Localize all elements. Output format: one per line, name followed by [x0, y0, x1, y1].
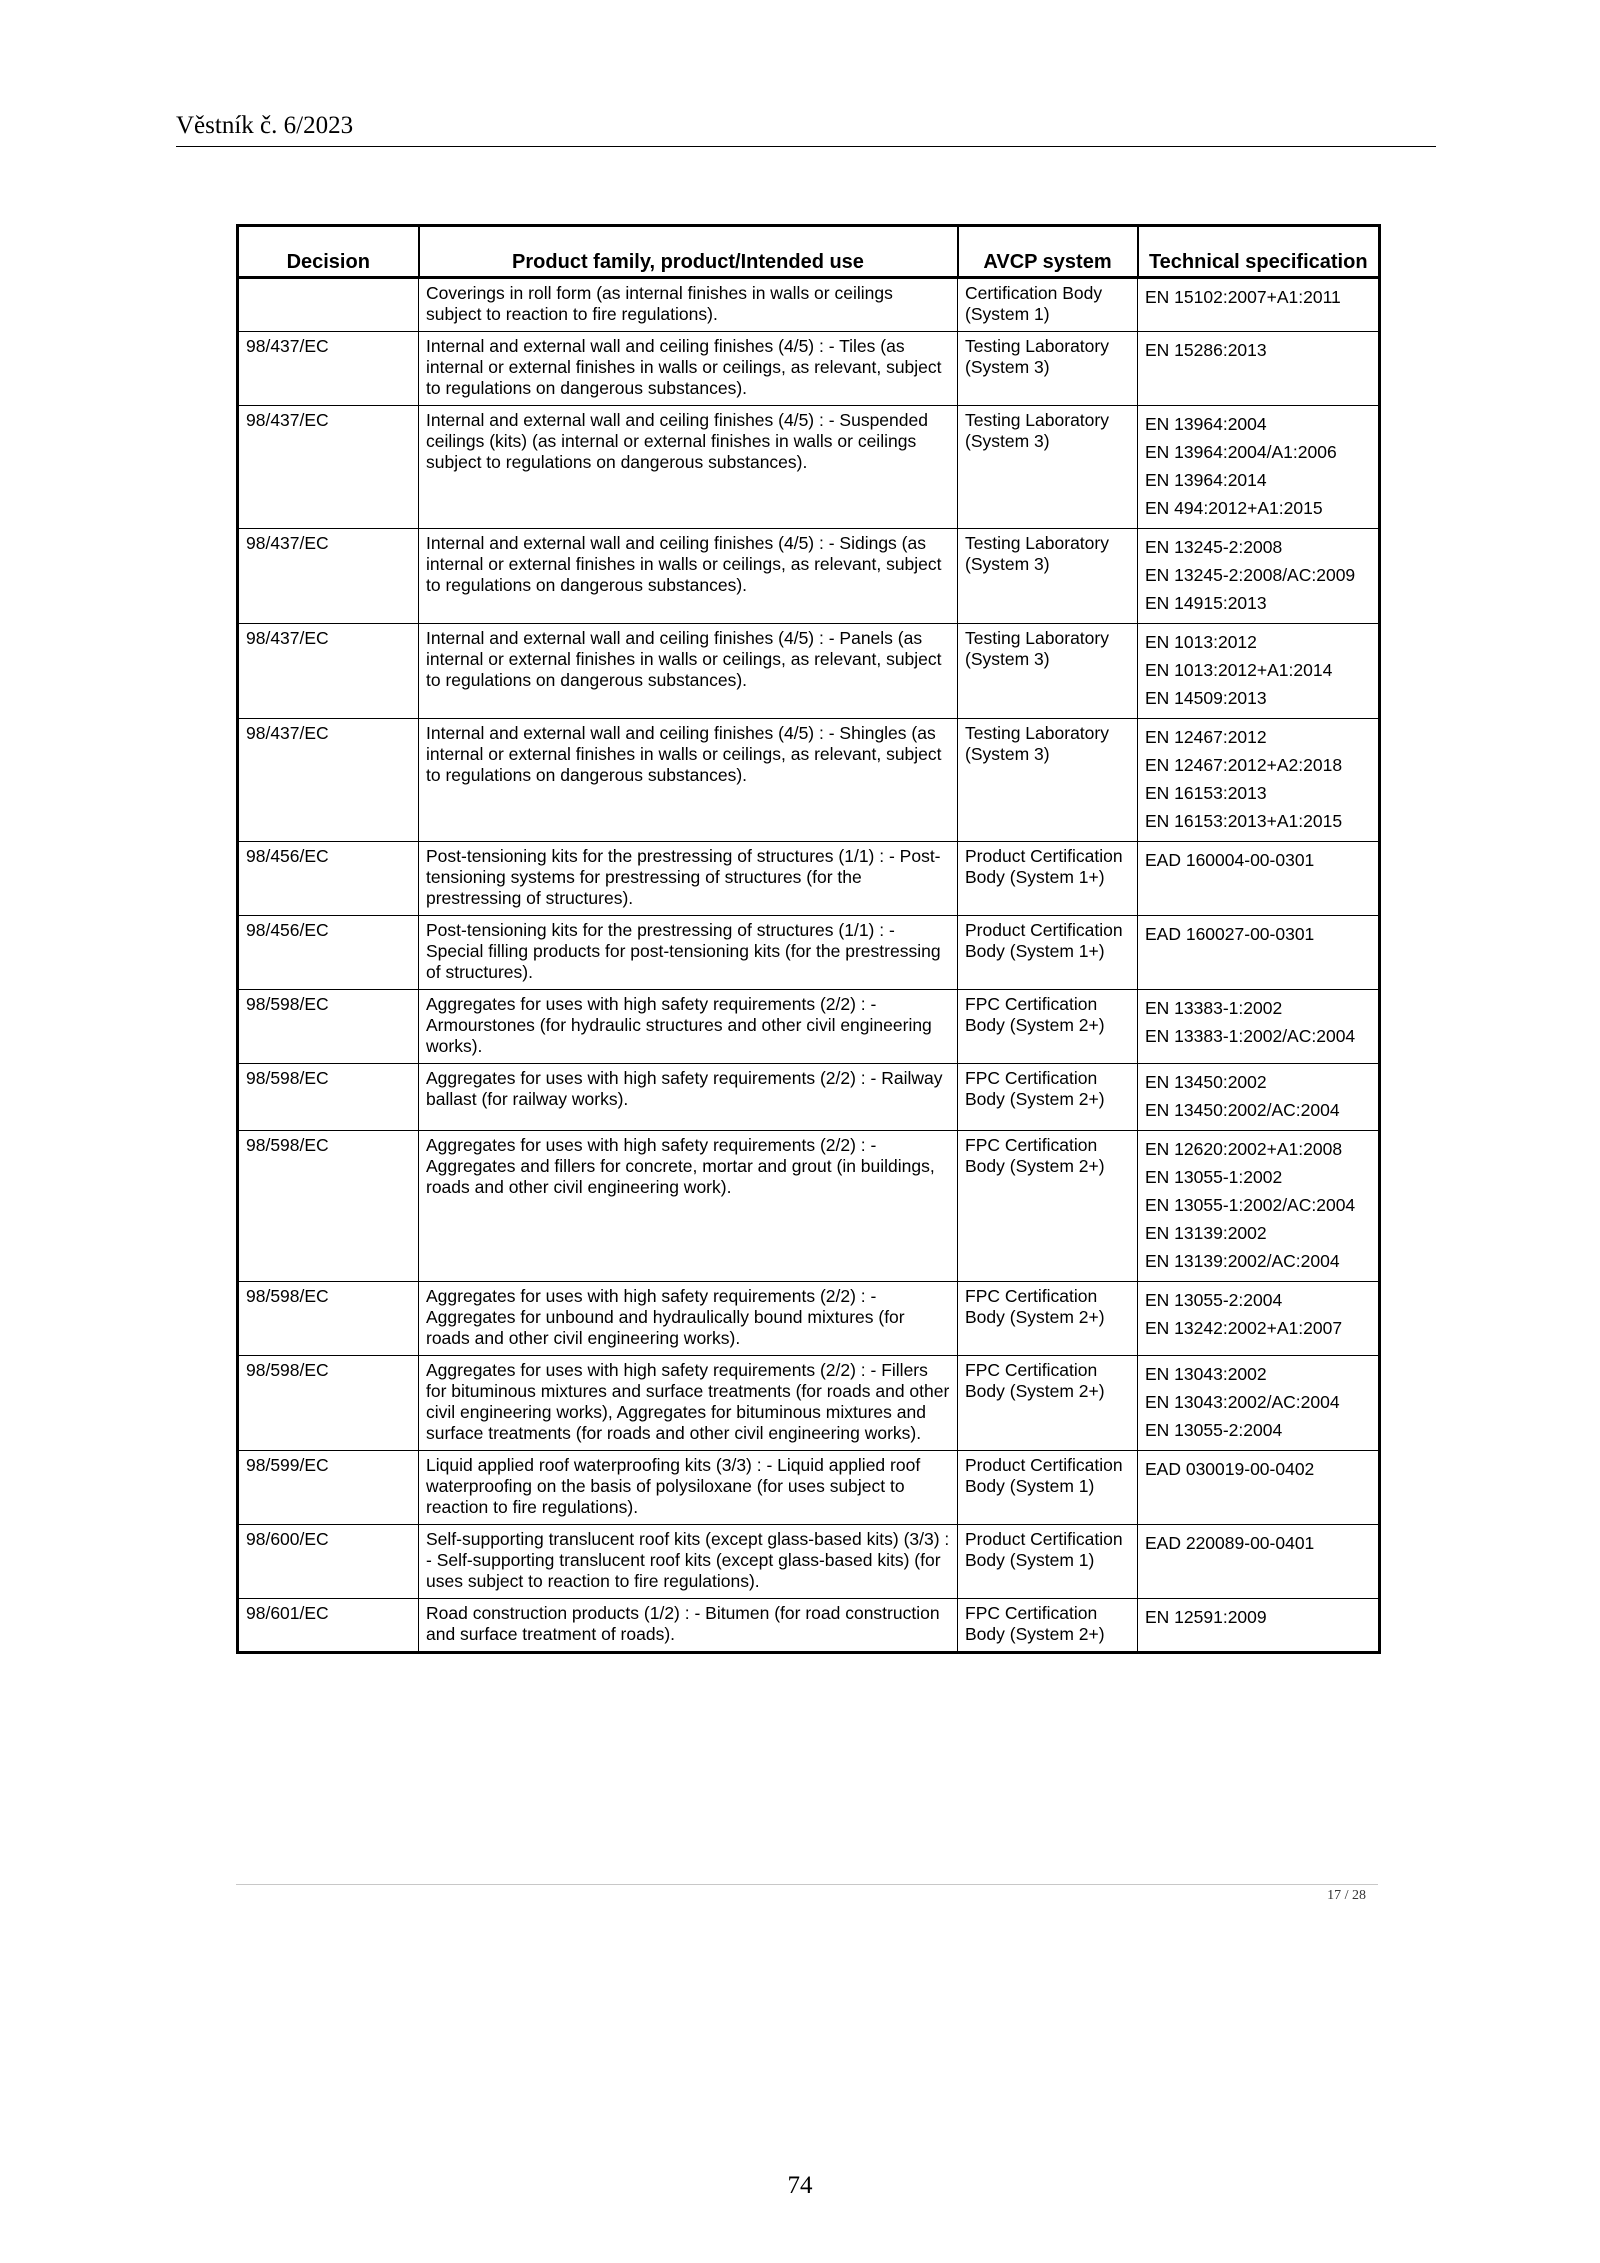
table-row: [238, 624, 1380, 719]
product-cell: Aggregates for uses with high safety requirements (2/2) : - Aggregates for unbound and hydraulically bound mixtures (for roads and other civil engineering works).: [419, 1282, 958, 1356]
spec-cell: [1138, 1525, 1380, 1599]
decision-cell: 98/598/EC: [238, 1064, 419, 1131]
table-row: [238, 1356, 1380, 1451]
spec-item: EN 1013:2012+A1:2014: [1145, 660, 1333, 680]
spec-item: EAD 030019-00-0402: [1145, 1459, 1315, 1479]
product-cell: Internal and external wall and ceiling finishes (4/5) : - Suspended ceilings (kits) (as internal or external finishes in walls or ceilings subject to regulations on dangerous substances).: [419, 406, 958, 529]
decision-cell: 98/437/EC: [238, 719, 419, 842]
table-row: [238, 1282, 1380, 1356]
table-body: [238, 278, 1380, 1653]
avcp-cell: Testing Laboratory (System 3): [958, 529, 1138, 624]
table-row: [238, 1131, 1380, 1282]
decision-cell: 98/437/EC: [238, 624, 419, 719]
spec-item: EN 12620:2002+A1:2008: [1145, 1139, 1343, 1159]
product-cell: Internal and external wall and ceiling finishes (4/5) : - Tiles (as internal or external finishes in walls or ceilings, as relevant, subject to regulations on dangerous substances).: [419, 332, 958, 406]
decision-cell: 98/598/EC: [238, 1131, 419, 1282]
product-cell: Aggregates for uses with high safety requirements (2/2) : - Railway ballast (for railway works).: [419, 1064, 958, 1131]
spec-cell: [1138, 1356, 1380, 1451]
table-row: [238, 916, 1380, 990]
column-header-product: Product family, product/Intended use: [419, 226, 958, 278]
decision-cell: 98/601/EC: [238, 1599, 419, 1653]
table-row: [238, 529, 1380, 624]
spec-item: EN 16153:2013: [1145, 783, 1267, 803]
table-row: [238, 990, 1380, 1064]
product-cell: Aggregates for uses with high safety requirements (2/2) : - Aggregates and fillers for concrete, mortar and grout (in buildings, roads and other civil engineering work).: [419, 1131, 958, 1282]
spec-item: EN 13242:2002+A1:2007: [1145, 1318, 1343, 1338]
spec-item: EN 14509:2013: [1145, 688, 1267, 708]
spec-item: EN 13055-2:2004: [1145, 1420, 1283, 1440]
spec-item: EN 13043:2002: [1145, 1364, 1267, 1384]
spec-item: EN 13450:2002/AC:2004: [1145, 1100, 1340, 1120]
spec-cell: [1138, 1064, 1380, 1131]
spec-item: EN 13245-2:2008: [1145, 537, 1283, 557]
avcp-cell: FPC Certification Body (System 2+): [958, 1064, 1138, 1131]
decision-cell: 98/600/EC: [238, 1525, 419, 1599]
decision-cell: 98/598/EC: [238, 1356, 419, 1451]
spec-item: EN 13043:2002/AC:2004: [1145, 1392, 1340, 1412]
table-row: [238, 719, 1380, 842]
product-cell: Internal and external wall and ceiling finishes (4/5) : - Sidings (as internal or external finishes in walls or ceilings, as relevant, subject to regulations on dangerous substances).: [419, 529, 958, 624]
spec-item: EN 13139:2002/AC:2004: [1145, 1251, 1340, 1271]
table-row: [238, 406, 1380, 529]
avcp-cell: Testing Laboratory (System 3): [958, 719, 1138, 842]
decision-cell: 98/598/EC: [238, 1282, 419, 1356]
spec-cell: [1138, 1451, 1380, 1525]
decision-cell: 98/437/EC: [238, 529, 419, 624]
spec-cell: [1138, 1282, 1380, 1356]
spec-cell: [1138, 1131, 1380, 1282]
avcp-cell: Product Certification Body (System 1+): [958, 842, 1138, 916]
spec-item: EN 13055-1:2002: [1145, 1167, 1283, 1187]
spec-cell: [1138, 406, 1380, 529]
spec-cell: [1138, 278, 1380, 332]
avcp-cell: Product Certification Body (System 1): [958, 1451, 1138, 1525]
spec-item: EAD 160004-00-0301: [1145, 850, 1315, 870]
decision-cell: 98/456/EC: [238, 842, 419, 916]
avcp-cell: FPC Certification Body (System 2+): [958, 1131, 1138, 1282]
product-cell: Post-tensioning kits for the prestressing of structures (1/1) : - Special filling products for post-tensioning kits (for the prestressing of structures).: [419, 916, 958, 990]
avcp-cell: FPC Certification Body (System 2+): [958, 990, 1138, 1064]
spec-item: EN 13450:2002: [1145, 1072, 1267, 1092]
spec-item: EN 15286:2013: [1145, 340, 1267, 360]
decision-cell: 98/599/EC: [238, 1451, 419, 1525]
header-rule: [176, 146, 1436, 147]
product-cell: Internal and external wall and ceiling finishes (4/5) : - Panels (as internal or external finishes in walls or ceilings, as relevant, subject to regulations on dangerous substances).: [419, 624, 958, 719]
certification-table: [236, 224, 1381, 1654]
decision-cell: 98/437/EC: [238, 406, 419, 529]
spec-cell: [1138, 1599, 1380, 1653]
product-cell: Post-tensioning kits for the prestressing of structures (1/1) : - Post-tensioning systems for prestressing of structures (for the prestressing of structures).: [419, 842, 958, 916]
product-cell: Self-supporting translucent roof kits (except glass-based kits) (3/3) : - Self-supporting translucent roof kits (except glass-based kits) (for uses subject to reaction to fire regulations).: [419, 1525, 958, 1599]
decision-cell: 98/437/EC: [238, 332, 419, 406]
table-header-row: [238, 226, 1380, 278]
spec-item: EN 13964:2014: [1145, 470, 1267, 490]
product-cell: Liquid applied roof waterproofing kits (3/3) : - Liquid applied roof waterproofing on the basis of polysiloxane (for uses subject to reaction to fire regulations).: [419, 1451, 958, 1525]
avcp-cell: FPC Certification Body (System 2+): [958, 1599, 1138, 1653]
spec-cell: [1138, 529, 1380, 624]
spec-item: EN 13383-1:2002/AC:2004: [1145, 1026, 1356, 1046]
column-header-decision: Decision: [238, 226, 419, 278]
decision-cell: 98/598/EC: [238, 990, 419, 1064]
spec-cell: [1138, 719, 1380, 842]
table-row: [238, 1525, 1380, 1599]
avcp-cell: FPC Certification Body (System 2+): [958, 1356, 1138, 1451]
footer-rule: [236, 1884, 1378, 1885]
table-row: [238, 1064, 1380, 1131]
avcp-cell: Product Certification Body (System 1): [958, 1525, 1138, 1599]
avcp-cell: FPC Certification Body (System 2+): [958, 1282, 1138, 1356]
spec-item: EN 15102:2007+A1:2011: [1145, 287, 1341, 307]
table-row: [238, 278, 1380, 332]
table-row: [238, 842, 1380, 916]
avcp-cell: Product Certification Body (System 1+): [958, 916, 1138, 990]
spec-item: EN 13964:2004: [1145, 414, 1267, 434]
spec-item: EN 13055-1:2002/AC:2004: [1145, 1195, 1356, 1215]
avcp-cell: Certification Body (System 1): [958, 278, 1138, 332]
avcp-cell: Testing Laboratory (System 3): [958, 406, 1138, 529]
product-cell: Coverings in roll form (as internal finishes in walls or ceilings subject to reaction to fire regulations).: [419, 278, 958, 332]
table-row: [238, 332, 1380, 406]
spec-item: EN 16153:2013+A1:2015: [1145, 811, 1343, 831]
avcp-cell: Testing Laboratory (System 3): [958, 624, 1138, 719]
spec-item: EAD 220089-00-0401: [1145, 1533, 1315, 1553]
spec-item: EN 1013:2012: [1145, 632, 1257, 652]
spec-cell: [1138, 332, 1380, 406]
spec-item: EN 14915:2013: [1145, 593, 1267, 613]
decision-cell: 98/456/EC: [238, 916, 419, 990]
spec-item: EN 12591:2009: [1145, 1607, 1267, 1627]
spec-cell: [1138, 990, 1380, 1064]
page-of-indicator: 17 / 28: [1327, 1888, 1366, 1903]
page-number: 74: [787, 2172, 813, 2199]
avcp-cell: Testing Laboratory (System 3): [958, 332, 1138, 406]
spec-item: EN 13139:2002: [1145, 1223, 1267, 1243]
spec-item: EN 12467:2012: [1145, 727, 1267, 747]
column-header-avcp: AVCP system: [958, 226, 1138, 278]
product-cell: Internal and external wall and ceiling finishes (4/5) : - Shingles (as internal or external finishes in walls or ceilings, as relevant, subject to regulations on dangerous substances).: [419, 719, 958, 842]
spec-item: EN 13055-2:2004: [1145, 1290, 1283, 1310]
spec-item: EN 494:2012+A1:2015: [1145, 498, 1323, 518]
product-cell: Aggregates for uses with high safety requirements (2/2) : - Armourstones (for hydraulic structures and other civil engineering works).: [419, 990, 958, 1064]
product-cell: Aggregates for uses with high safety requirements (2/2) : - Fillers for bituminous mixtures and surface treatments (for roads and other civil engineering works), Aggregates for bituminous mixtures and surface treatments (for roads and other civil engineering works).: [419, 1356, 958, 1451]
spec-item: EN 13245-2:2008/AC:2009: [1145, 565, 1356, 585]
journal-header: Věstník č. 6/2023: [176, 112, 354, 139]
spec-cell: [1138, 916, 1380, 990]
column-header-spec: Technical specification: [1138, 226, 1380, 278]
product-cell: Road construction products (1/2) : - Bitumen (for road construction and surface treatment of roads).: [419, 1599, 958, 1653]
spec-item: EN 13383-1:2002: [1145, 998, 1283, 1018]
spec-item: EN 13964:2004/A1:2006: [1145, 442, 1337, 462]
table-row: [238, 1599, 1380, 1653]
decision-cell: [238, 278, 419, 332]
table-row: [238, 1451, 1380, 1525]
spec-cell: [1138, 842, 1380, 916]
spec-item: EN 12467:2012+A2:2018: [1145, 755, 1343, 775]
spec-cell: [1138, 624, 1380, 719]
spec-item: EAD 160027-00-0301: [1145, 924, 1315, 944]
